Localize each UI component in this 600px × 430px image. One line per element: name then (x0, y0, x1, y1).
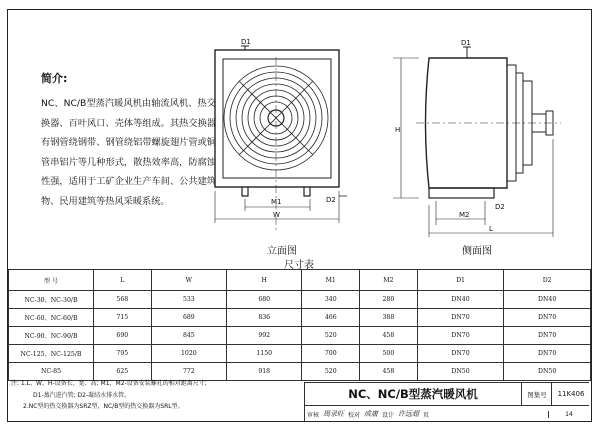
cell-l: 795 (94, 345, 152, 363)
cell-w: 1020 (151, 345, 226, 363)
table-header-row (9, 270, 591, 291)
front-d1-label: D1 (241, 38, 251, 46)
cell-h: 918 (227, 363, 302, 381)
cell-l: 625 (94, 363, 152, 381)
header-d2: D2 (504, 270, 591, 291)
header-model: 型 号 (9, 270, 94, 291)
cell-d2: DN50 (504, 363, 591, 381)
cell-model: NC-90、NC-90/B (9, 327, 94, 345)
review-label: 审核 (307, 411, 320, 419)
set-number-label: 图集号 (521, 383, 552, 405)
note-line: 2.NC型的热交换器为SRZ型，NC/B型的热交换器为SRL型。 (23, 403, 184, 410)
cell-l: 715 (94, 309, 152, 327)
header-m1: M1 (302, 270, 360, 291)
side-view-title: 侧面图 (462, 246, 492, 257)
cell-model: NC-60、NC-60/B (9, 309, 94, 327)
cell-d2: DN70 (504, 309, 591, 327)
set-number: 11K406 (551, 383, 590, 405)
reviewer-name: 周录旺 (323, 410, 345, 418)
title-block (304, 382, 589, 421)
notes-block (11, 378, 296, 413)
cell-m2: 500 (360, 345, 418, 363)
side-d1-label: D1 (461, 39, 471, 47)
signature-row (305, 405, 589, 422)
cell-m1: 340 (302, 291, 360, 309)
cell-w: 689 (151, 309, 226, 327)
cell-m1: 520 (302, 363, 360, 381)
cell-l: 568 (94, 291, 152, 309)
cell-d1: DN70 (417, 345, 504, 363)
cell-h: 992 (227, 327, 302, 345)
side-d2-label: D2 (495, 203, 505, 211)
cell-w: 772 (151, 363, 226, 381)
cell-w: 533 (151, 291, 226, 309)
cell-m2: 388 (360, 309, 418, 327)
header-h: H (227, 270, 302, 291)
note-line: D1-蒸汽进汽管; D2-凝结水排水管。 (33, 391, 131, 399)
page-label: 页 (423, 411, 430, 419)
cell-d1: DN50 (417, 363, 504, 381)
intro-title: 简介: (41, 72, 68, 85)
note-line: 注: 1.L、W、H-设备长、宽、高; M1、M2-设备安装螺孔的相对距离尺寸; (11, 380, 207, 387)
cell-w: 845 (151, 327, 226, 345)
cell-m2: 280 (360, 291, 418, 309)
cell-h: 836 (227, 309, 302, 327)
front-m1-label: M1 (271, 198, 282, 206)
side-view (393, 47, 561, 237)
drawing-title: NC、NC/B型蒸汽暖风机 (348, 387, 478, 401)
side-m2-label: M2 (459, 211, 470, 219)
table-row (9, 345, 591, 363)
front-w-label: W (273, 211, 280, 219)
cell-d2: DN70 (504, 327, 591, 345)
header-d1: D1 (417, 270, 504, 291)
cell-h: 680 (227, 291, 302, 309)
side-dimensions (393, 58, 553, 237)
cell-d1: DN40 (417, 291, 504, 309)
cell-m2: 458 (360, 327, 418, 345)
cell-m2: 458 (360, 363, 418, 381)
page-number: 14 (548, 411, 589, 418)
designer-name: 许远超 (398, 410, 420, 418)
dimension-table (8, 269, 591, 381)
cell-model: NC-125、NC-125/B (9, 345, 94, 363)
design-label: 设计 (382, 411, 395, 419)
cell-m1: 700 (302, 345, 360, 363)
intro-text: NC、NC/B型蒸汽暖风机由轴流风机、热交换器、百叶风口、壳体等组成。其热交换器有钢管绕钢带、钢管绕铝带螺旋翅片管或铜管串铝片等几种形式，散热效率高，防腐蚀性强，适用于工矿企业生产车间、公共建筑物、民用建筑等热风采暖系统。 (41, 98, 216, 207)
header-m2: M2 (360, 270, 418, 291)
check-label: 校对 (348, 411, 361, 419)
cell-d2: DN70 (504, 345, 591, 363)
header-w: W (151, 270, 226, 291)
header-l: L (94, 270, 152, 291)
side-labels (395, 39, 505, 233)
checker-name: 成庸 (364, 410, 379, 418)
cell-l: 690 (94, 327, 152, 345)
front-d2-label: D2 (326, 196, 336, 204)
table-row (9, 309, 591, 327)
side-h-label: H (395, 126, 401, 134)
cell-model: NC-30、NC-30/B (9, 291, 94, 309)
cell-d1: DN70 (417, 309, 504, 327)
cell-m1: 520 (302, 327, 360, 345)
cell-h: 1150 (227, 345, 302, 363)
cell-m1: 466 (302, 309, 360, 327)
table-row (9, 291, 591, 309)
table-row (9, 327, 591, 345)
cell-d2: DN40 (504, 291, 591, 309)
table-title: 尺寸表 (284, 260, 314, 271)
front-view-title: 立面图 (267, 246, 297, 257)
side-base (429, 188, 494, 198)
cell-d1: DN70 (417, 327, 504, 345)
technical-drawings (1, 1, 600, 271)
cell-model: NC-85 (9, 363, 94, 381)
side-l-label: L (489, 225, 493, 233)
